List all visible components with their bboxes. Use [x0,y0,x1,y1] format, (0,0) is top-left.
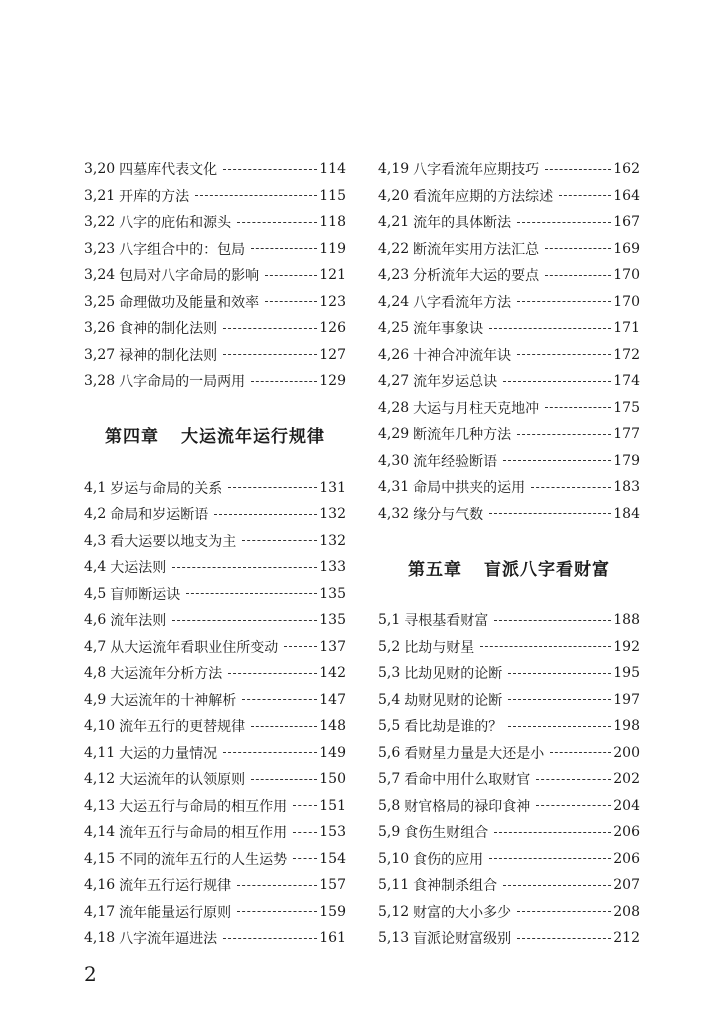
page-ref: 123 [319,293,346,310]
section-title: 十神合冲流年诀 [413,347,512,364]
section-title: 八字流年逼进法 [119,931,218,948]
dash-leader [251,779,317,780]
page-ref: 197 [613,691,640,708]
toc-right-column [378,156,640,952]
toc-entry [84,156,346,183]
dash-leader [517,354,611,355]
section-number: 4,25 [378,320,410,337]
section-number: 4,30 [378,452,410,469]
section-number: 4,17 [84,903,116,920]
section-title: 流年经验断语 [413,453,498,470]
section-number: 4,2 [84,506,107,523]
page-ref: 142 [319,665,346,682]
dash-leader [508,673,611,674]
section-title: 四墓库代表文化 [119,162,218,179]
section-title: 八字的庇佑和源头 [119,215,232,232]
dash-leader [223,328,317,329]
section-title: 流年法则 [110,613,167,630]
toc-entry [84,342,346,369]
section-title: 开库的方法 [119,188,190,205]
section-title: 看流年应期的方法综述 [413,188,554,205]
page-ref: 175 [613,399,640,416]
section-number: 4,20 [378,187,410,204]
section-title: 流年岁运总诀 [413,374,498,391]
chapter-title: 大运流年运行规律 [181,427,325,447]
page-ref: 169 [613,240,640,257]
section-title: 分析流年大运的要点 [413,268,540,285]
toc-entry [84,660,346,687]
section-number: 3,28 [84,373,116,390]
section-title: 看比劫是谁的？ [404,719,503,736]
section-number: 4,28 [378,399,410,416]
page-ref: 161 [319,930,346,947]
section-title: 寻根基看财富 [404,613,489,630]
page-ref: 147 [319,691,346,708]
toc-entry [84,634,346,661]
section-title: 食神制杀组合 [413,878,498,895]
dash-leader [545,275,611,276]
dash-leader [293,805,317,806]
dash-leader [186,593,317,594]
toc-entry [378,846,640,873]
section-number: 4,24 [378,293,410,310]
toc-entry [84,899,346,926]
section-title: 食伤的应用 [413,851,484,868]
toc-entry [378,687,640,714]
toc-list [84,475,346,952]
page-ref: 164 [613,187,640,204]
page-ref: 133 [319,559,346,576]
toc-entry [378,262,640,289]
section-title: 看财星力量是大还是小 [404,745,545,762]
toc-entry [378,713,640,740]
page-ref: 188 [613,612,640,629]
page-ref: 157 [319,877,346,894]
toc-entry [378,368,640,395]
chapter-heading [84,395,346,475]
section-title: 八字看流年方法 [413,294,512,311]
dash-leader [545,248,611,249]
section-title: 大运的力量情况 [119,745,218,762]
section-title: 财官格局的禄印食神 [404,798,531,815]
dash-leader [489,328,611,329]
page-ref: 149 [319,744,346,761]
page-ref: 198 [613,718,640,735]
toc-entry [378,395,640,422]
section-title: 流年五行的更替规律 [119,719,246,736]
page-ref: 153 [319,824,346,841]
page-ref: 150 [319,771,346,788]
page-ref: 126 [319,320,346,337]
section-number: 4,16 [84,877,116,894]
section-title: 看大运要以地支为主 [110,533,237,550]
section-number: 4,9 [84,691,107,708]
toc-entry [84,607,346,634]
section-title: 食神的制化法则 [119,321,218,338]
section-number: 5,8 [378,797,401,814]
toc-entry [84,846,346,873]
section-number: 5,9 [378,824,401,841]
section-title: 断流年几种方法 [413,427,512,444]
page-ref: 171 [613,320,640,337]
page-ref: 115 [319,187,346,204]
section-title: 劫财见财的论断 [404,692,503,709]
dash-leader [242,699,317,700]
dash-leader [242,540,317,541]
page-ref: 135 [319,585,346,602]
toc-entry [84,872,346,899]
section-title: 禄神的制化法则 [119,347,218,364]
toc-entry [84,766,346,793]
section-number: 4,26 [378,346,410,363]
dash-leader [237,911,317,912]
toc-entry [378,766,640,793]
page-ref: 132 [319,506,346,523]
section-number: 4,21 [378,214,410,231]
chapter-number: 第五章 [408,559,462,580]
page-ref: 200 [613,744,640,761]
dash-leader [228,673,317,674]
section-number: 4,7 [84,638,107,655]
section-number: 4,1 [84,479,107,496]
page-ref: 121 [319,267,346,284]
section-title: 看命中用什么取财官 [404,772,531,789]
section-number: 5,4 [378,691,401,708]
section-number: 3,22 [84,214,116,231]
toc-entry [84,793,346,820]
section-number: 5,11 [378,877,410,894]
page-ref: 206 [613,824,640,841]
section-number: 3,21 [84,187,116,204]
chapter-heading [378,527,640,607]
section-number: 4,32 [378,505,410,522]
page-ref: 170 [613,293,640,310]
dash-leader [545,407,611,408]
toc-left-column [84,156,346,952]
dash-leader [517,938,611,939]
toc-entry [378,793,640,820]
section-title: 盲师断运诀 [110,586,181,603]
section-title: 命理做功及能量和效率 [119,294,260,311]
section-number: 3,27 [84,346,116,363]
section-number: 4,31 [378,479,410,496]
section-title: 流年事象诀 [413,321,484,338]
toc-entry [378,289,640,316]
section-number: 3,25 [84,293,116,310]
toc-entry [378,925,640,952]
chapter-number: 第四章 [105,427,159,447]
page-ref: 131 [319,479,346,496]
section-title: 大运与月柱天克地冲 [413,400,540,417]
dash-leader [223,169,317,170]
toc-entry [378,448,640,475]
dash-leader [545,169,611,170]
toc-entry [378,634,640,661]
page-ref: 170 [613,267,640,284]
section-number: 4,4 [84,559,107,576]
section-title: 大运流年的认领原则 [119,772,246,789]
toc-entry [84,687,346,714]
page-ref: 154 [319,850,346,867]
toc-entry [84,501,346,528]
section-number: 5,12 [378,903,410,920]
section-number: 4,23 [378,267,410,284]
section-number: 4,10 [84,718,116,735]
dash-leader [223,752,317,753]
dash-leader [550,752,611,753]
page-ref: 172 [613,346,640,363]
toc-entry [378,872,640,899]
section-title: 包局对八字命局的影响 [119,268,260,285]
toc-entry [378,899,640,926]
toc-entry [378,315,640,342]
page-ref: 183 [613,479,640,496]
page-ref: 174 [613,373,640,390]
section-title: 流年五行与命局的相互作用 [119,825,288,842]
section-title: 大运流年的十神解析 [110,692,237,709]
toc-entry [84,581,346,608]
toc-entry [84,819,346,846]
section-title: 流年五行运行规律 [119,878,232,895]
toc-entry [84,475,346,502]
toc-entry [378,183,640,210]
page-ref: 179 [613,452,640,469]
page-ref: 192 [613,638,640,655]
toc-entry [378,236,640,263]
toc-entry [378,209,640,236]
section-title: 从大运流年看职业住所变动 [110,639,279,656]
section-number: 3,20 [84,161,116,178]
section-number: 5,6 [378,744,401,761]
toc-list [378,156,640,527]
section-number: 4,29 [378,426,410,443]
page-ref: 127 [319,346,346,363]
dash-leader [214,514,317,515]
dash-leader [293,832,317,833]
toc-entry [378,421,640,448]
page-ref: 129 [319,373,346,390]
section-number: 4,18 [84,930,116,947]
toc-entry [378,501,640,528]
dash-leader [489,858,611,859]
section-number: 4,22 [378,240,410,257]
dash-leader [293,858,317,859]
section-number: 5,2 [378,638,401,655]
dash-leader [536,805,611,806]
section-number: 3,24 [84,267,116,284]
section-title: 流年的具体断法 [413,215,512,232]
section-number: 4,3 [84,532,107,549]
dash-leader [503,460,611,461]
dash-leader [223,354,317,355]
section-number: 4,19 [378,161,410,178]
dash-leader [503,885,611,886]
section-number: 4,8 [84,665,107,682]
page-ref: 195 [613,665,640,682]
toc-entry [84,713,346,740]
dash-leader [517,911,611,912]
section-title: 八字命局的一局两用 [119,374,246,391]
section-title: 断流年实用方法汇总 [413,241,540,258]
dash-leader [237,885,317,886]
toc-list [378,607,640,952]
toc-entry [378,474,640,501]
dash-leader [265,275,317,276]
section-title: 比劫见财的论断 [404,666,503,683]
dash-leader [517,434,611,435]
dash-leader [494,832,611,833]
toc-entry [84,315,346,342]
page-ref: 151 [319,797,346,814]
page-ref: 184 [613,505,640,522]
section-number: 5,7 [378,771,401,788]
toc-list [84,156,346,395]
toc-entry [84,368,346,395]
dash-leader [536,779,611,780]
toc-entry [84,925,346,952]
dash-leader [489,513,611,514]
dash-leader [531,487,611,488]
section-number: 5,1 [378,612,401,629]
page-ref: 162 [613,161,640,178]
section-title: 不同的流年五行的人生运势 [119,851,288,868]
section-title: 大运法则 [110,560,167,577]
dash-leader [517,301,611,302]
toc-entry [84,236,346,263]
page-number: 2 [84,962,97,986]
toc-entry [378,740,640,767]
toc-entry [84,528,346,555]
toc-entry [378,819,640,846]
page-ref: 208 [613,903,640,920]
chapter-title: 盲派八字看财富 [484,559,610,580]
dash-leader [237,222,317,223]
page-ref: 135 [319,612,346,629]
dash-leader [284,646,317,647]
section-number: 4,13 [84,797,116,814]
section-number: 3,26 [84,320,116,337]
toc-entry [84,554,346,581]
dash-leader [559,195,611,196]
toc-entry [84,262,346,289]
page-ref: 132 [319,532,346,549]
toc-entry [84,183,346,210]
toc-entry [378,156,640,183]
dash-leader [251,381,317,382]
section-number: 4,6 [84,612,107,629]
page-ref: 212 [613,930,640,947]
page-ref: 167 [613,214,640,231]
page-ref: 206 [613,850,640,867]
section-title: 缘分与气数 [413,506,484,523]
section-title: 大运五行与命局的相互作用 [119,798,288,815]
page-ref: 148 [319,718,346,735]
dash-leader [251,726,317,727]
page-ref: 119 [319,240,346,257]
section-number: 5,10 [378,850,410,867]
section-number: 5,3 [378,665,401,682]
section-number: 4,15 [84,850,116,867]
toc-entry [84,209,346,236]
dash-leader [195,195,317,196]
section-number: 4,11 [84,744,116,761]
section-number: 3,23 [84,240,116,257]
page-ref: 204 [613,797,640,814]
section-title: 八字组合中的：包局 [119,241,246,258]
section-number: 4,14 [84,824,116,841]
dash-leader [517,222,611,223]
section-number: 4,5 [84,585,107,602]
page-ref: 207 [613,877,640,894]
section-title: 八字看流年应期技巧 [413,162,540,179]
toc-entry [84,289,346,316]
section-title: 财富的大小多少 [413,904,512,921]
toc-entry [378,660,640,687]
dash-leader [228,487,317,488]
dash-leader [480,646,611,647]
page-ref: 137 [319,638,346,655]
section-title: 盲派论财富级别 [413,931,512,948]
dash-leader [251,248,317,249]
section-number: 4,12 [84,771,116,788]
page-ref: 114 [319,161,346,178]
section-title: 食伤生财组合 [404,825,489,842]
section-title: 比劫与财星 [404,639,475,656]
dash-leader [172,567,317,568]
dash-leader [265,301,317,302]
page-ref: 177 [613,426,640,443]
page-ref: 118 [319,214,346,231]
dash-leader [508,726,611,727]
section-number: 5,5 [378,718,401,735]
section-number: 4,27 [378,373,410,390]
dash-leader [508,699,611,700]
section-title: 流年能量运行原则 [119,904,232,921]
page-ref: 202 [613,771,640,788]
section-title: 岁运与命局的关系 [110,480,223,497]
toc-entry [378,607,640,634]
toc-entry [378,342,640,369]
section-title: 命局中拱夹的运用 [413,480,526,497]
section-title: 大运流年分析方法 [110,666,223,683]
toc-entry [84,740,346,767]
dash-leader [503,381,611,382]
dash-leader [223,938,317,939]
page-ref: 159 [319,903,346,920]
section-number: 5,13 [378,930,410,947]
dash-leader [494,620,611,621]
section-title: 命局和岁运断语 [110,507,209,524]
dash-leader [172,620,317,621]
